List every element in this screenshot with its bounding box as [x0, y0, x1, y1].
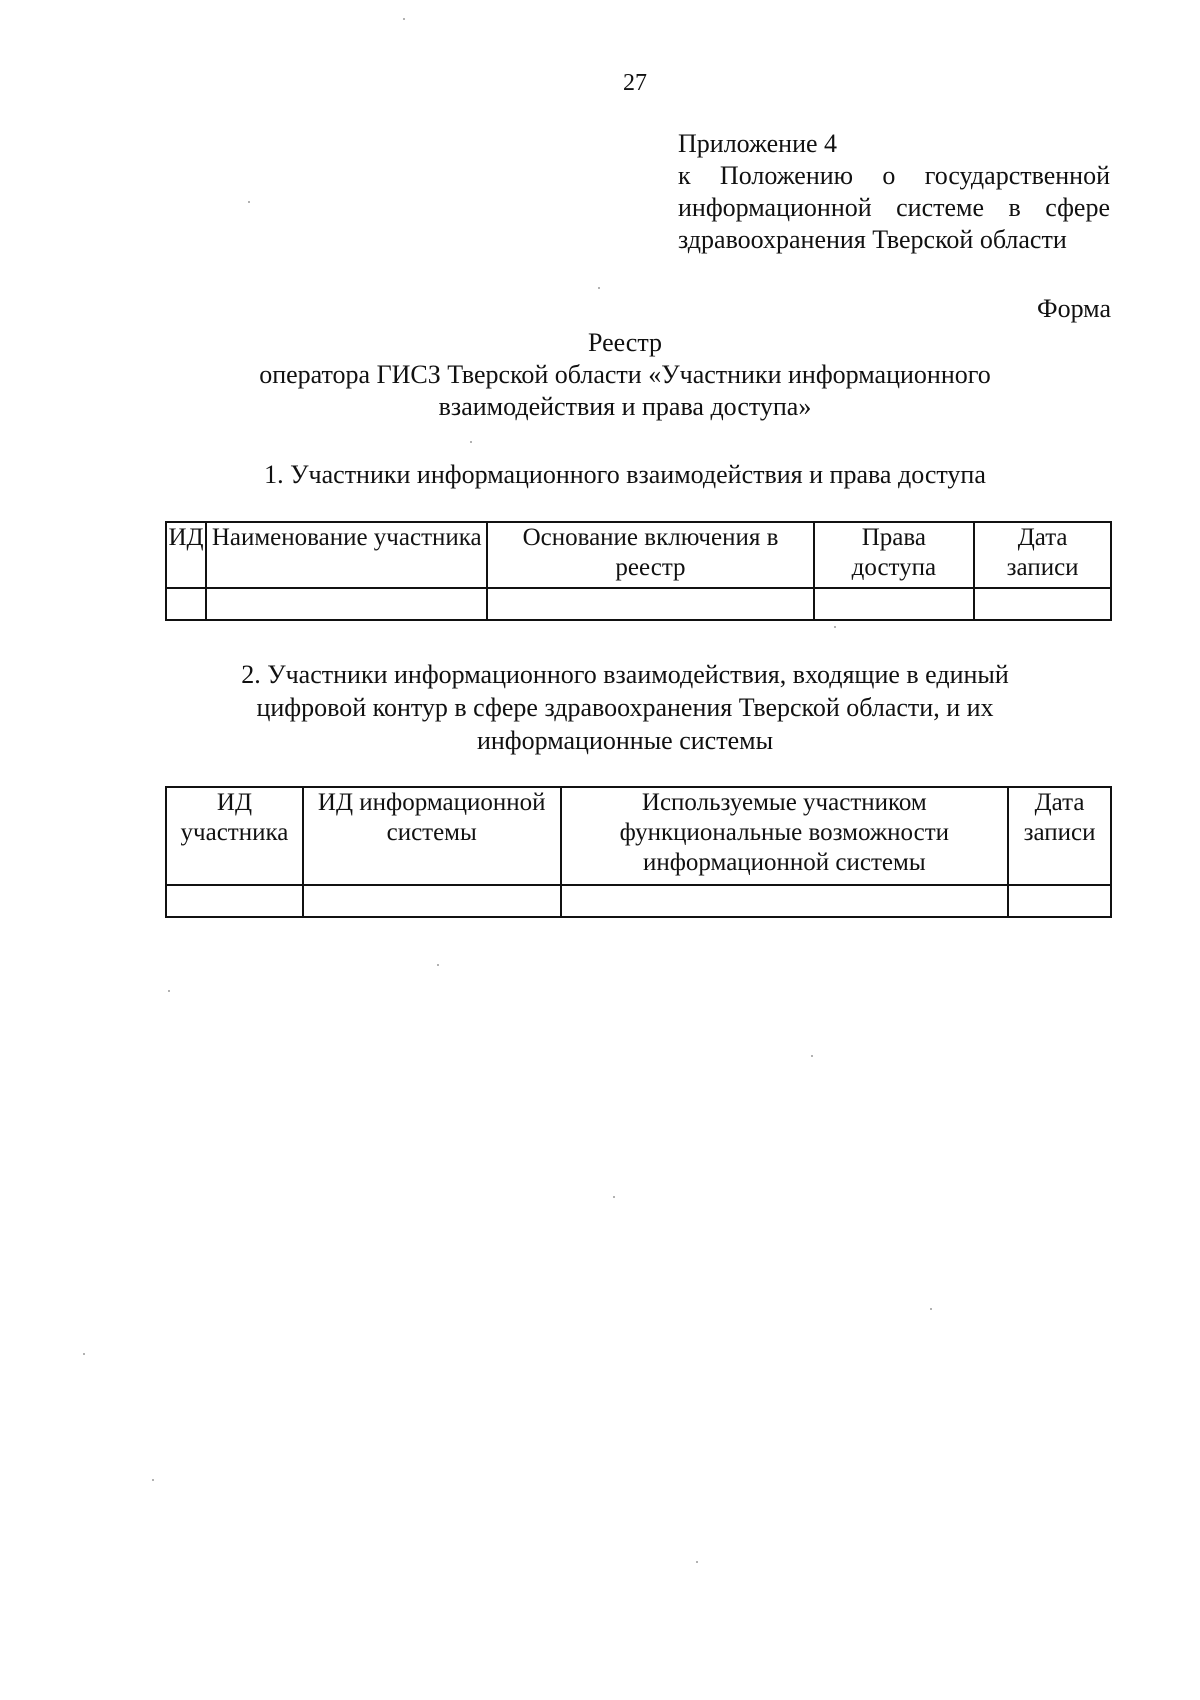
column-header-record-date: Дата записи: [974, 522, 1111, 588]
scan-speck: [598, 287, 600, 289]
scan-speck: [811, 1055, 813, 1057]
section2-title-line: цифровой контур в сфере здравоохранения Тверской области, и их: [256, 693, 994, 722]
appendix-line: Приложение 4: [678, 129, 838, 158]
appendix-line: информационной системе в сфере: [678, 193, 1110, 222]
registry-title: [165, 327, 1085, 423]
table-cell: [1008, 885, 1111, 917]
table-cell: [814, 588, 975, 620]
table-row: [166, 588, 1111, 620]
registry-title-line: оператора ГИСЗ Тверской области «Участники информационного: [259, 360, 991, 389]
page-number: 27: [623, 70, 647, 96]
scan-speck: [613, 1196, 615, 1198]
column-header-used-functions: Используемые участником функциональные возможности информационной системы: [561, 787, 1009, 885]
table-cell: [487, 588, 813, 620]
column-header-participant-id: ИД участника: [166, 787, 303, 885]
scan-speck: [437, 964, 439, 966]
table-cell: [166, 588, 206, 620]
scan-speck: [403, 18, 405, 20]
section2-title: [165, 658, 1085, 757]
column-header-access-rights: Права доступа: [814, 522, 975, 588]
registry-title-line: Реестр: [587, 328, 663, 357]
information-systems-table: [165, 786, 1112, 918]
column-header-inclusion-basis: Основание включения в реестр: [487, 522, 813, 588]
appendix-line: здравоохранения Тверской области: [678, 225, 1067, 254]
section1-title: 1. Участники информационного взаимодействия и права доступа: [264, 460, 986, 489]
table-cell: [206, 588, 487, 620]
scan-speck: [152, 1479, 154, 1481]
scan-speck: [470, 441, 472, 443]
table-cell: [166, 885, 303, 917]
table-cell: [974, 588, 1111, 620]
table-cell: [561, 885, 1009, 917]
table-cell: [303, 885, 561, 917]
column-header-system-id: ИД информационной системы: [303, 787, 561, 885]
scan-speck: [930, 1308, 932, 1310]
column-header-id: ИД: [166, 522, 206, 588]
table-header-row: [166, 787, 1111, 885]
scan-speck: [248, 201, 250, 203]
appendix-line: к Положению о государственной: [678, 161, 1110, 190]
section2-title-line: 2. Участники информационного взаимодействия, входящие в единый: [241, 660, 1009, 689]
column-header-record-date: Дата записи: [1008, 787, 1111, 885]
scan-speck: [834, 626, 836, 628]
form-label: Форма: [1037, 294, 1111, 323]
scan-speck: [696, 1561, 698, 1563]
participants-table: [165, 521, 1112, 621]
registry-title-line: взаимодействия и права доступа»: [438, 392, 812, 421]
scan-speck: [168, 990, 170, 992]
section2-title-line: информационные системы: [476, 726, 774, 755]
column-header-participant-name: Наименование участника: [206, 522, 487, 588]
scan-speck: [83, 1353, 85, 1355]
appendix-header: [678, 128, 1110, 256]
table-row: [166, 885, 1111, 917]
table-header-row: [166, 522, 1111, 588]
